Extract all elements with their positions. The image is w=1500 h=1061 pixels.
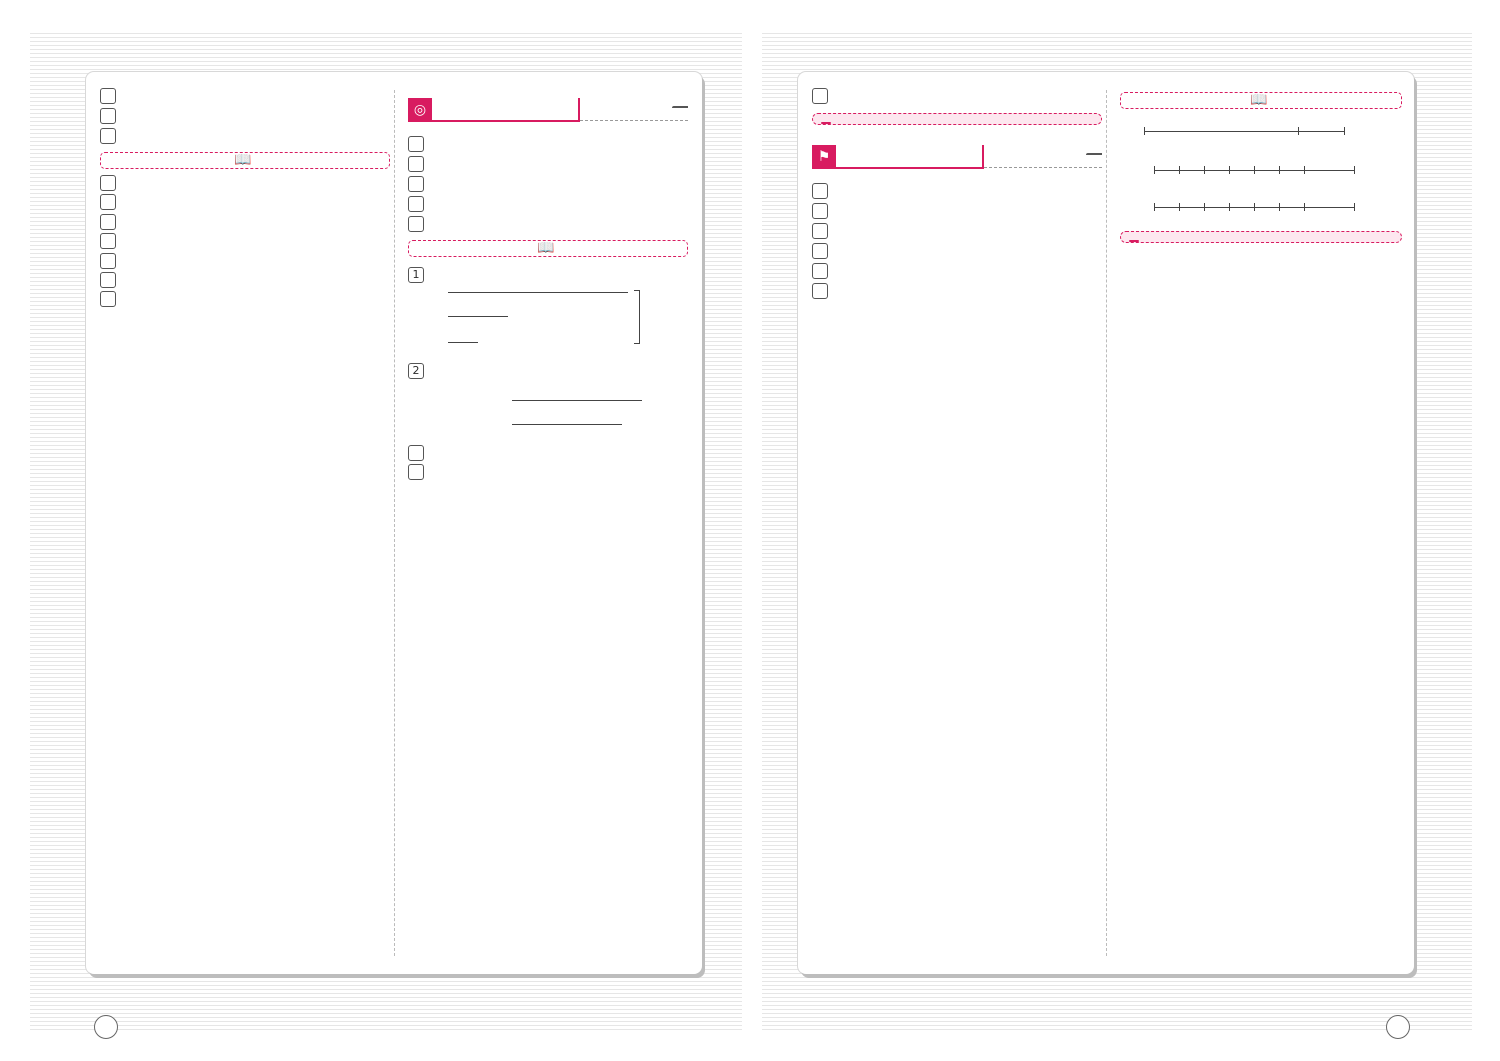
question-number — [100, 128, 116, 144]
text-line — [408, 176, 688, 196]
question-number — [408, 156, 424, 172]
page-number — [1386, 1015, 1410, 1039]
left-column-2 — [408, 88, 688, 484]
question-number — [100, 214, 116, 230]
tape-diagram-4 — [1120, 154, 1402, 188]
left-column-1 — [100, 88, 390, 311]
text-line — [408, 464, 688, 483]
text-line — [812, 243, 1102, 263]
text-line — [812, 203, 1102, 223]
question-number — [812, 283, 828, 299]
text-line — [812, 263, 1102, 283]
question-number — [408, 176, 424, 192]
text-line — [812, 283, 1102, 303]
text-line — [100, 128, 390, 148]
text-line: 1 — [408, 263, 688, 283]
text-line — [812, 88, 1102, 107]
question-number — [100, 108, 116, 124]
page-number — [94, 1015, 118, 1039]
tape-diagram-3 — [1120, 115, 1402, 151]
text-line — [100, 194, 390, 213]
text-line — [408, 216, 688, 236]
text-line — [100, 233, 390, 252]
test-pages — [672, 106, 688, 108]
text-line — [408, 445, 688, 464]
text-line — [100, 108, 390, 128]
question-number — [100, 175, 116, 191]
question-number — [812, 183, 828, 199]
text-line — [408, 196, 688, 216]
test-title — [408, 98, 580, 122]
question-number — [100, 272, 116, 288]
column-divider — [394, 90, 395, 956]
question-number — [812, 88, 828, 104]
test-pages — [1086, 153, 1102, 155]
text-line — [100, 88, 390, 108]
question-number — [812, 243, 828, 259]
target-icon: ◎ — [408, 98, 432, 122]
text-line — [812, 183, 1102, 203]
question-number — [812, 263, 828, 279]
text-line — [100, 272, 390, 291]
flag-icon: ⚑ — [812, 145, 836, 169]
column-divider — [1106, 90, 1107, 956]
question-number — [100, 88, 116, 104]
point-badge — [821, 122, 831, 124]
right-column-1 — [812, 88, 1102, 303]
tape-diagram-1 — [408, 286, 688, 356]
right-page-card — [798, 72, 1414, 974]
question-number — [812, 203, 828, 219]
left-page-card — [86, 72, 702, 974]
text-line — [100, 253, 390, 272]
book-icon: 📖 — [1250, 92, 1268, 108]
question-number — [100, 253, 116, 269]
question-number — [408, 445, 424, 461]
right-column-2 — [1120, 88, 1402, 249]
text-line — [812, 223, 1102, 243]
tape-diagram-2 — [408, 382, 688, 442]
book-icon: 📖 — [234, 152, 252, 168]
question-number — [100, 233, 116, 249]
question-number — [408, 136, 424, 152]
book-icon: 📖 — [537, 240, 555, 256]
question-number — [408, 216, 424, 232]
text-line — [408, 156, 688, 176]
test-title — [812, 145, 984, 169]
tape-diagram-5 — [1120, 191, 1402, 225]
tokikata-header — [100, 152, 390, 169]
question-number — [812, 223, 828, 239]
text-line — [100, 175, 390, 194]
final-test-header — [812, 145, 1102, 175]
text-line: 2 — [408, 359, 688, 379]
question-number — [100, 291, 116, 307]
question-number — [100, 194, 116, 210]
challenge-test-header — [408, 98, 688, 128]
point-badge — [1129, 240, 1139, 242]
question-number — [408, 196, 424, 212]
point-box — [1120, 231, 1402, 243]
question-number — [408, 464, 424, 480]
tokikata-header — [1120, 92, 1402, 109]
text-line — [100, 214, 390, 233]
point-box — [812, 113, 1102, 125]
text-line — [100, 291, 390, 310]
tokikata-header — [408, 240, 688, 257]
text-line — [408, 136, 688, 156]
